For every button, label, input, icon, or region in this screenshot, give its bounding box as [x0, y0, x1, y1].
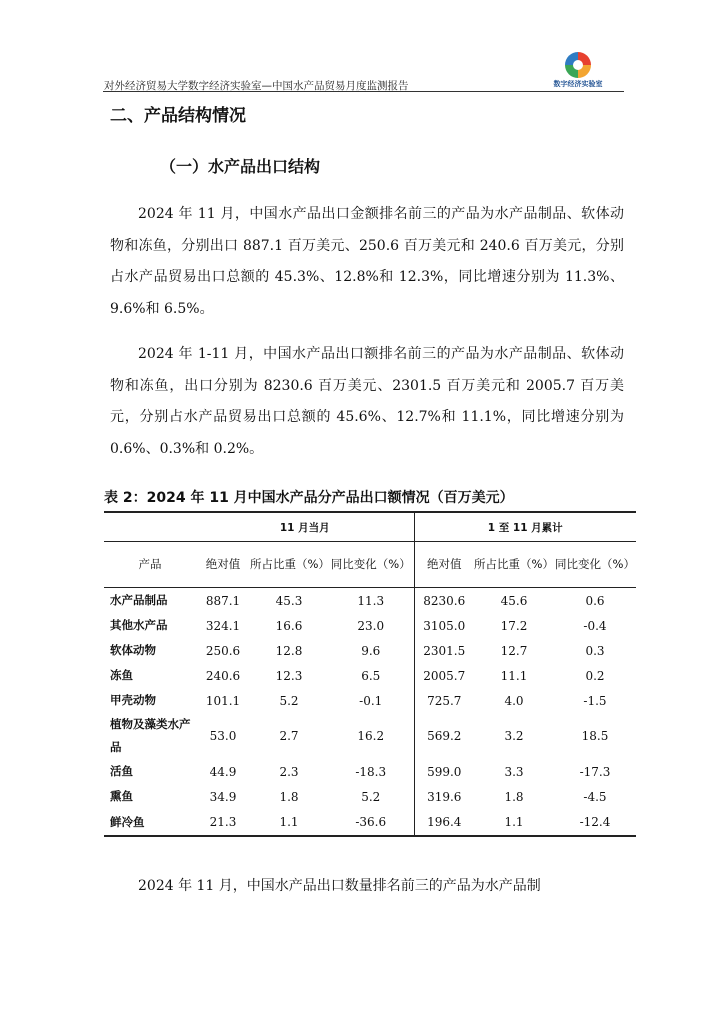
row-name: 植物及藻类水产品: [110, 717, 191, 754]
cell: 2005.7: [414, 663, 474, 688]
table-row: [104, 759, 636, 784]
cell: 45.3: [275, 593, 303, 608]
cell: 16.6: [275, 618, 303, 633]
cell: 250.6: [205, 643, 241, 658]
table-row: [104, 688, 636, 713]
cell: 9.6: [361, 643, 381, 658]
cell: -18.3: [355, 764, 387, 779]
subsection-title: （一）水产品出口结构: [160, 157, 321, 176]
cell: 1.1: [250, 809, 328, 836]
logo-text: 数字经济实验室: [553, 80, 603, 88]
row-name: 活鱼: [110, 764, 133, 778]
cell: 12.3: [275, 668, 303, 683]
col-header-yoy-cum: 同比变化（%）: [554, 542, 636, 588]
cell: 23.0: [357, 618, 385, 633]
cell: 17.2: [500, 618, 528, 633]
cell: 3.3: [504, 764, 524, 779]
table-row: [104, 713, 636, 759]
cell: 6.5: [361, 668, 381, 683]
cell: 1.1: [474, 809, 554, 836]
row-name: 冻鱼: [110, 668, 133, 682]
table-row: [104, 663, 636, 688]
cell: -1.5: [583, 693, 607, 708]
cell: 11.1: [500, 668, 528, 683]
table-row: [104, 809, 636, 836]
row-name: 鲜冷鱼: [104, 809, 196, 836]
cell: 8230.6: [414, 588, 474, 614]
cell: -17.3: [579, 764, 611, 779]
paragraph-monthly: 2024 年 11 月，中国水产品出口金额排名前三的产品为水产品制品、软体动物和冻鱼，分别出口 887.1 百万美元、250.6 百万美元和 240.6 百万美元，分别占水产品贸易出口总额的 45.3%、12.8%和 12.3%，同比增速分别为 11.3%、9.6%和 6.5%。: [110, 206, 624, 317]
export-table: [104, 511, 636, 837]
cell: 1.8: [504, 789, 524, 804]
cell: -4.5: [583, 789, 607, 804]
cell: 12.7: [500, 643, 528, 658]
paragraph-cumulative: 2024 年 1-11 月，中国水产品出口额排名前三的产品为水产品制品、软体动物和冻鱼，出口分别为 8230.6 百万美元、2301.5 百万美元和 2005.7 百万美元，分别占水产品贸易出口总额的 45.6%、12.7%和 11.1%，同比增速分别为 0.6%、0.3%和 0.2%。: [110, 346, 624, 457]
cell: -0.4: [583, 618, 607, 633]
cell: 34.9: [209, 789, 237, 804]
report-header: 对外经济贸易大学数字经济实验室—中国水产品贸易月度监测报告: [104, 80, 409, 92]
group-header-cumulative: 1 至 11 月累计: [414, 512, 636, 542]
cell: 324.1: [205, 618, 241, 633]
row-name: 软体动物: [110, 643, 156, 657]
section-title: 二、产品结构情况: [110, 106, 246, 126]
cell: 45.6: [500, 593, 528, 608]
cell: 196.4: [414, 809, 474, 836]
cell: 4.0: [504, 693, 524, 708]
col-header-yoy: 同比变化（%）: [328, 542, 414, 588]
group-header-month: 11 月当月: [196, 512, 414, 542]
paragraph-quantity: 2024 年 11 月，中国水产品出口数量排名前三的产品为水产品制: [138, 878, 541, 894]
cell: 18.5: [581, 729, 609, 743]
cell: 2301.5: [414, 638, 474, 663]
lab-logo: [538, 52, 618, 88]
cell: 0.6: [585, 593, 605, 608]
cell: 2.3: [279, 764, 299, 779]
cell: 5.2: [279, 693, 299, 708]
corner-cell: [104, 512, 196, 542]
header-rule: [103, 91, 624, 92]
cell: 11.3: [357, 593, 385, 608]
row-name: 水产品制品: [110, 593, 168, 607]
cell: 725.7: [414, 688, 474, 713]
cell: -12.4: [554, 809, 636, 836]
cell: 3105.0: [414, 613, 474, 638]
cell: 44.9: [209, 764, 237, 779]
cell: 569.2: [414, 713, 474, 759]
col-header-abs-cum: 绝对值: [414, 542, 474, 588]
row-name: 其他水产品: [110, 618, 168, 632]
cell: 319.6: [414, 784, 474, 809]
cell: 1.8: [279, 789, 299, 804]
table-caption: 表 2：2024 年 11 月中国水产品分产品出口额情况（百万美元）: [104, 490, 514, 506]
cell: 53.0: [209, 729, 237, 743]
col-header-abs: 绝对值: [196, 542, 250, 588]
cell: 0.2: [585, 668, 605, 683]
table-row: [104, 588, 636, 614]
col-header-share: 所占比重（%）: [250, 542, 328, 588]
col-header-product: 产品: [104, 542, 196, 588]
cell: -0.1: [359, 693, 383, 708]
table-row: [104, 613, 636, 638]
logo-emblem-icon: [565, 52, 591, 78]
cell: 599.0: [414, 759, 474, 784]
cell: 12.8: [275, 643, 303, 658]
cell: 887.1: [205, 593, 241, 608]
cell: 240.6: [205, 668, 241, 683]
table-row: [104, 784, 636, 809]
cell: 5.2: [361, 789, 381, 804]
cell: 0.3: [585, 643, 605, 658]
cell: 101.1: [205, 693, 241, 708]
row-name: 甲壳动物: [110, 693, 156, 707]
cell: 16.2: [357, 729, 385, 743]
col-header-share-cum: 所占比重（%）: [474, 542, 554, 588]
cell: 2.7: [279, 729, 299, 743]
cell: 21.3: [196, 809, 250, 836]
cell: -36.6: [328, 809, 414, 836]
cell: 3.2: [504, 729, 524, 743]
table-row: [104, 638, 636, 663]
row-name: 熏鱼: [110, 789, 133, 803]
